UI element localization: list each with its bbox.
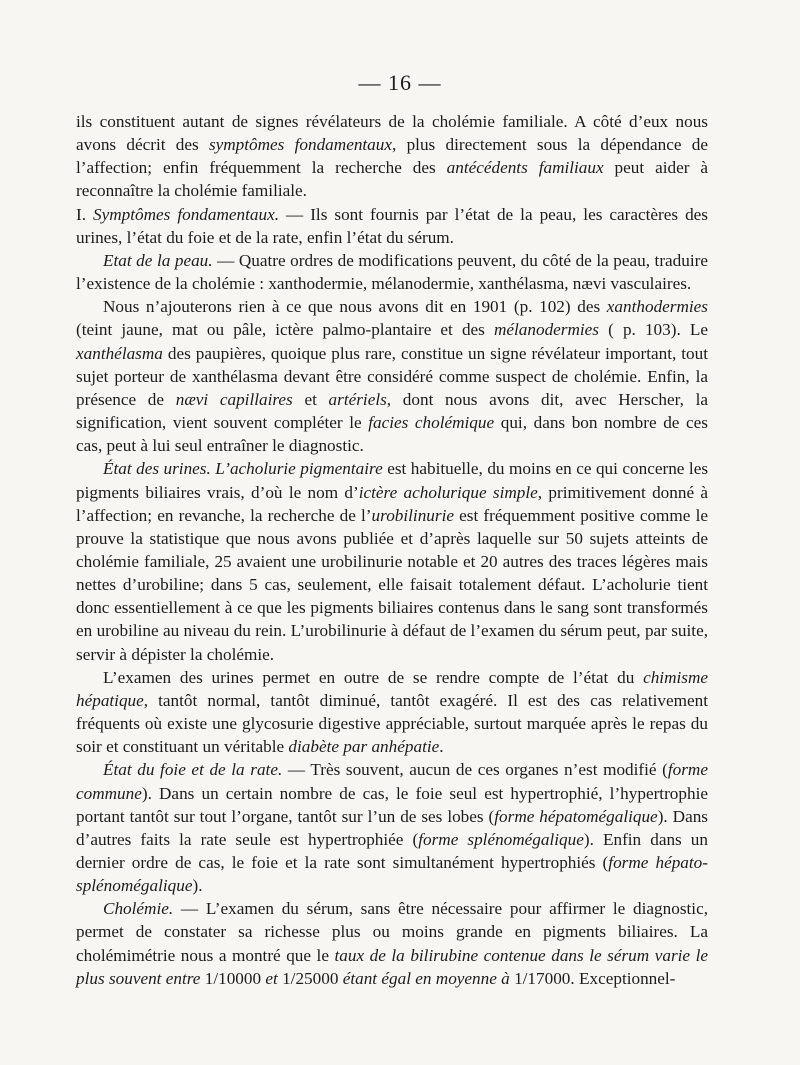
text-run: — Très souvent, aucun de ces organes n’est modifié ( [282,760,668,780]
paragraph [76,758,708,897]
text-run: Nous n’ajouterons rien à ce que nous avons dit en 1901 (p. 102) des [103,297,607,317]
italic-text: et [265,968,278,988]
paragraph [76,203,708,249]
italic-text: État des urines. [103,459,211,479]
italic-text: facies cholémique [368,413,495,433]
text-run: , primitivement donné à l’affection; en revanche, la recherche de l’ [76,482,709,525]
text-run: — L’examen du sérum, sans être nécessaire pour affirmer le diagnostic, permet de constater sa richesse plus ou moins grande en pigments biliaires. La cholémimétrie nous a montré que le [76,899,708,965]
italic-text: L’acholurie pigmentaire [215,459,383,479]
text-run: des paupières, quoique plus rare, constitue un signe révélateur important, tout sujet porteur de xanthélasma devant être considéré comme suspect de cholémie. Enfin, la présence de [76,343,708,409]
paragraph [76,249,708,295]
text-run: 1/10000 [200,968,266,988]
text-run: — Quatre ordres de modifications peuvent, du côté de la peau, traduire l’existence de la cholémie : xanthodermie, mélanodermie, xanthélasma, nævi vasculaires. [76,250,708,294]
text-run: ( p. 103). Le [599,320,708,340]
italic-text: Cholémie. [103,899,174,919]
text-run: , dont nous avons dit, avec Herscher, la signification, vient souvent compléter le [76,389,709,433]
italic-text: étant égal en moyenne à [342,968,510,988]
text-run: et [292,389,329,409]
text-run: ). Enfin dans un dernier ordre de cas, le foie et la rate sont simultanément hypertrophiés ( [76,829,708,872]
text-run: — Ils sont fournis par l’état de la peau, les caractères des urines, l’état du foie et de la rate, enfin l’état du sérum. [76,204,708,247]
page-number: — 16 — [358,70,442,95]
italic-text: Etat de la peau. [103,250,213,270]
text-run: , tantôt normal, tantôt diminué, tantôt exagéré. Il est des cas relativement fréquents où existe une glycosurie digestive appréciable, surtout marquée après le repas du soir et constituant un véritable [76,690,708,757]
text-run: est fréquemment positive comme le prouve la statistique que nous avons publiée et d’après laquelle sur 50 sujets atteints de cholémie familiale, 25 avaient une urobilinurie notable et 20 autres des traces légères mais nettes d’urobiline; dans 5 cas, seulement, elle faisait totalement défaut. L’acholurie tient donc essentiellement à ce que les pigments biliaires contenus dans le sang sont transformés en urobiline au niveau du rein. L’urobilinurie à défaut de l’examen du sérum peut, par suite, servir à dépister la cholémie. [76,505,709,664]
paragraph [76,666,708,759]
italic-text: forme splénomégalique [418,829,584,849]
text-run: ). Dans un certain nombre de cas, le foie seul est hypertrophié, l’hypertrophie portant tantôt sur tout l’organe, tantôt sur l’un de ses lobes ( [76,783,708,826]
italic-text: xanthodermies [606,297,708,317]
italic-text: nævi capillaires [175,389,293,409]
text-run: I. [76,204,94,224]
text-run: , plus directement sous la dépendance de l’affection; enfin fréquemment la recherche des [76,135,708,178]
italic-text: forme commune [76,760,708,803]
text-run: . [439,737,444,757]
text-run: ). Dans d’autres faits la rate seule est hypertrophiée ( [76,806,708,849]
italic-text: mélanodermies [493,320,599,340]
text-run: ). [192,876,203,896]
text-run: 1/25000 [277,968,343,988]
text-run: (teint jaune, mat ou pâle, ictère palmo-plantaire et des [76,320,494,340]
italic-text: Symptômes fondamentaux. [93,204,280,224]
italic-text: forme hépatomégalique [494,806,658,826]
body-text [76,110,708,990]
text-run: L’examen des urines permet en outre de se rendre compte de l’état du [103,667,644,687]
italic-text: ictère acholurique simple [358,482,538,502]
paragraph [76,897,708,990]
italic-text: artériels [328,389,387,409]
italic-text: diabète par anhépatie [288,737,440,757]
italic-text: taux de la bilirubine contenue dans le sérum varie le plus souvent entre [76,945,708,988]
paragraph [76,457,708,665]
italic-text: symptômes fondamentaux [208,135,393,155]
paragraph [76,295,708,457]
italic-text: xanthélasma [76,343,163,363]
text-run: est habituelle, du moins en ce qui concerne les pigments biliaires vrais, d’où le nom d’ [76,459,709,502]
text-run: qui, dans bon nombre de ces cas, peut à lui seul entraîner le diagnostic. [76,413,708,456]
text-run: ils constituent autant de signes révélateurs de la cholémie familiale. A côté d’eux nous avons décrit des [76,112,708,155]
text-run: peut aider à reconnaître la cholémie familiale. [76,158,708,201]
italic-text: urobilinurie [371,505,454,525]
italic-text: antécédents familiaux [446,158,604,178]
italic-text: chimisme hépatique [76,667,708,710]
italic-text: forme hépato-splénomégalique [76,853,708,896]
italic-text: État du foie et de la rate. [103,760,283,780]
paragraph [76,110,708,203]
text-run: 1/17000. Exceptionnel- [509,968,676,988]
